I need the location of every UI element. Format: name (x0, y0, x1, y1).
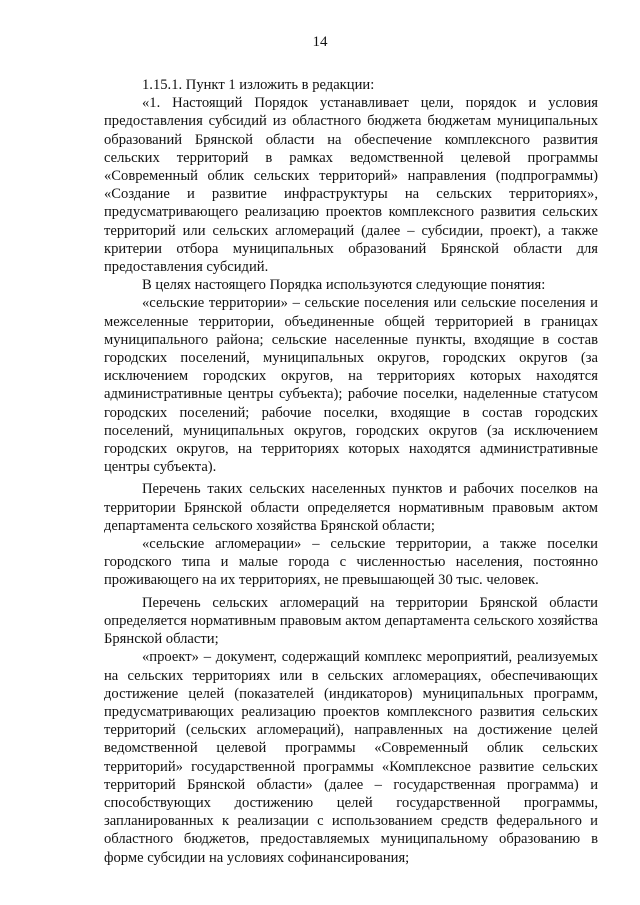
paragraph-agglomerations-list: Перечень сельских агломераций на территории Брянской области определяется нормативным правовым актом департамента сельского хозяйства Брянской области; (104, 594, 598, 648)
paragraph-purpose: «1. Настоящий Порядок устанавливает цели, порядок и условия предоставления субсидий из областного бюджета бюджетам муниципальных образований Брянской области на обеспечение комплексного развития сельских территорий в рамках ведомственной целевой программы «Современный облик сельских территорий» направления (подпрограммы) «Создание и развитие инфраструктуры на сельских территориях», предусматривающего реализацию проектов комплексного развития сельских территорий или сельских агломераций (далее – субсидии, проект), а также критерии отбора муниципальных образований Брянской области для предоставления субсидий. (104, 95, 598, 276)
paragraph-definitions-intro: В целях настоящего Порядка используются следующие понятия: (142, 277, 546, 294)
paragraph-rural-agglomerations: «сельские агломерации» – сельские территории, а также поселки городского типа и малые города с численностью населения, постоянно проживающего на их территориях, не превышающей 30 тыс. человек. (104, 536, 598, 589)
body-text (104, 76, 598, 867)
paragraph-rural-territories: «сельские территории» – сельские поселения или сельские поселения и межселенные территории, объединенные общей территорией в границах муниципального района; сельские населенные пункты, входящие в состав городских поселений, муниципальных округов, городских округов (за исключением городских округов, на территориях которых находятся административные центры субъекта); рабочие поселки, наделенные статусом городских поселений; рабочие поселки, входящие в состав городских поселений, муниципальных округов, городских округов (за исключением городских округов, на территориях которых находятся административные центры субъекта). (104, 295, 598, 476)
paragraph-settlements-list: Перечень таких сельских населенных пунктов и рабочих поселков на территории Брянской области определяется нормативным правовым актом департамента сельского хозяйства Брянской области; (104, 481, 598, 534)
page-number: 14 (312, 34, 328, 50)
paragraph-amendment-heading: 1.15.1. Пункт 1 изложить в редакции: (142, 77, 375, 93)
paragraph-project: «проект» – документ, содержащий комплекс мероприятий, реализуемых на сельских территориях или в сельских агломерациях, обеспечивающих достижение целей (показателей (индикаторов) муниципальных программ, предусматривающих реализацию проектов комплексного развития сельских территорий (сельских агломераций), направленных на достижение целей ведомственной целевой программы «Современный облик сельских территорий» государственной программы «Комплексное развитие сельских территорий Брянской области» (далее – государственная программа) и способствующих достижению целей государственной программы, запланированных к реализации с использованием средств федерального и областного бюджетов, предоставляемых муниципальному образованию в форме субсидии на условиях софинансирования; (104, 649, 598, 866)
